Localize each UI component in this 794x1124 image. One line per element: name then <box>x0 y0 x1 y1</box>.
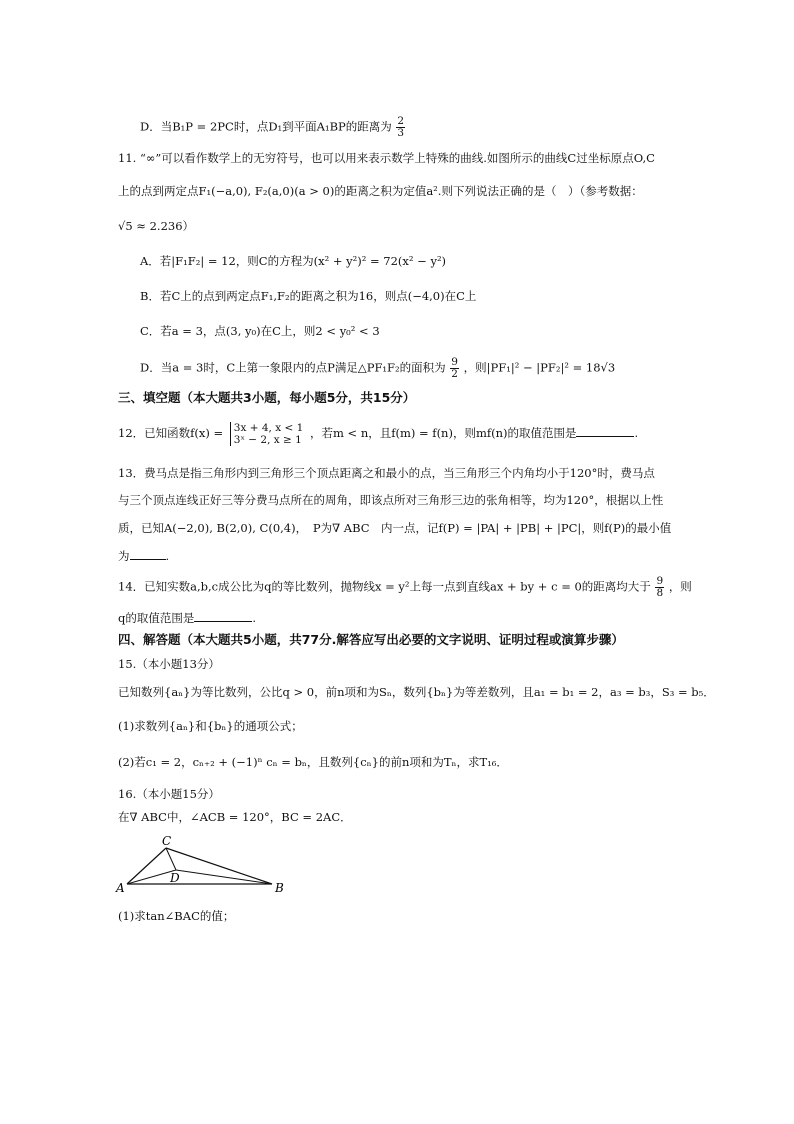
q12: 12．已知函数f(x) = 3x + 4, x < 1 3ˣ − 2, x ≥ 1 ，若m < n，且f(m) = f(n)，则mf(n)的取值范围是 . <box>118 422 639 446</box>
q11-stem-line2: 上的点到两定点F₁(−a,0), F₂(a,0)(a > 0)的距离之积为定值a².则下列说法正确的是（ ）（参考数据： <box>118 184 643 198</box>
q11-stem-line3: √5 ≈ 2.236） <box>118 219 195 233</box>
section4-title: 四、解答题（本大题共5小题，共77分.解答应写出必要的文字说明、证明过程或演算步骤） <box>118 632 624 647</box>
q12-post: ，若m < n，且f(m) = f(n)，则mf(n)的取值范围是 <box>309 426 577 440</box>
q11-option-d <box>140 357 615 380</box>
q14-line2: q的取值范围是 . <box>118 611 257 625</box>
q13-line2: 与三个顶点连线正好三等分费马点所在的周角，即该点所对三角形三边的张角相等，均为120°，根据以上性 <box>118 493 664 507</box>
label-a: A <box>116 881 125 894</box>
q13-line3: 质，已知A(−2,0), B(2,0), C(0,4)， P为∇ ABC 内一点，记f(P) = |PA| + |PB| + |PC|，则f(P)的最小值 <box>118 521 672 535</box>
q11-option-d-post: ，则|PF₁|² − |PF₂|² = 18√3 <box>463 360 616 375</box>
q12-pre: 12．已知函数f(x) = <box>118 426 224 440</box>
q11-stem-line1: 11. “∞”可以看作数学上的无穷符号，也可以用来表示数学上特殊的曲线.如图所示的曲线C过坐标原点O,C <box>118 151 655 165</box>
q13-line1: 13．费马点是指三角形内到三角形三个顶点距离之和最小的点，当三角形三个内角均小于120°时，费马点 <box>118 466 655 480</box>
q12-case2: 3ˣ − 2, x ≥ 1 <box>233 434 302 446</box>
q11-option-b: B．若C上的点到两定点F₁,F₂的距离之积为16，则点(−4,0)在C上 <box>140 289 477 303</box>
q13-answer-blank[interactable] <box>130 548 166 560</box>
q14-answer-blank[interactable] <box>194 610 252 622</box>
q15-header: 15.（本小题13分） <box>118 657 220 671</box>
section3-title: 三、填空题（本大题共3小题，每小题5分，共15分） <box>118 390 416 405</box>
q14-line1: 14．已知实数a,b,c成公比为q的等比数列，抛物线x = y²上每一点到直线ax + by + c = 0的距离均大于 $\frac{9}{8}$ ，则 <box>118 575 692 599</box>
triangle-figure <box>112 830 292 894</box>
q16-body: 在∇ ABC中，∠ACB = 120°，BC = 2AC． <box>118 810 352 824</box>
q10-option-d <box>140 116 406 139</box>
q16-part1: (1)求tan∠BAC的值； <box>118 909 235 923</box>
q15-part1: (1)求数列{aₙ}和{bₙ}的通项公式； <box>118 719 303 733</box>
q11-option-c: C．若a = 3，点(3, y₀)在C上，则2 < y₀² < 3 <box>140 324 380 338</box>
q11-option-d-fraction: $\frac{9}{2}$ <box>451 356 458 380</box>
q11-option-d-pre: D．当a = 3时，C上第一象限内的点P满足△PF₁F₂的面积为 <box>140 360 446 375</box>
segment-bd <box>176 870 272 884</box>
q12-answer-blank[interactable] <box>576 425 634 437</box>
q10-option-d-fraction: $\frac{2}{3}$ <box>397 115 405 139</box>
label-d: D <box>170 871 180 885</box>
q14-pre: 14．已知实数a,b,c成公比为q的等比数列，抛物线x = y²上每一点到直线ax + by + c = 0的距离均大于 <box>118 579 651 594</box>
q16-header: 16.（本小题15分） <box>118 787 220 801</box>
q14-fraction: $\frac{9}{8}$ <box>656 575 664 599</box>
q15-part2: (2)若c₁ = 2，cₙ₊₂ + (−1)ⁿ cₙ = bₙ，且数列{cₙ}的前n项和为Tₙ，求T₁₆． <box>118 755 508 769</box>
q12-case1: 3x + 4, x < 1 <box>233 422 304 434</box>
q15-body: 已知数列{aₙ}为等比数列，公比q > 0，前n项和为Sₙ，数列{bₙ}为等差数列，且a₁ = b₁ = 2，a₃ = b₃，S₃ = b₅． <box>118 685 715 699</box>
q12-piecewise <box>230 422 304 446</box>
q13-line4: 为 . <box>118 549 170 563</box>
label-c: C <box>162 834 172 848</box>
q10-option-d-text: D．当B₁P = 2PC时，点D₁到平面A₁BP的距离为 <box>140 119 392 134</box>
label-b: B <box>275 881 284 894</box>
q11-option-a: A．若|F₁F₂| = 12，则C的方程为(x² + y²)² = 72(x² − y²) <box>140 254 447 268</box>
side-cb <box>166 848 272 884</box>
